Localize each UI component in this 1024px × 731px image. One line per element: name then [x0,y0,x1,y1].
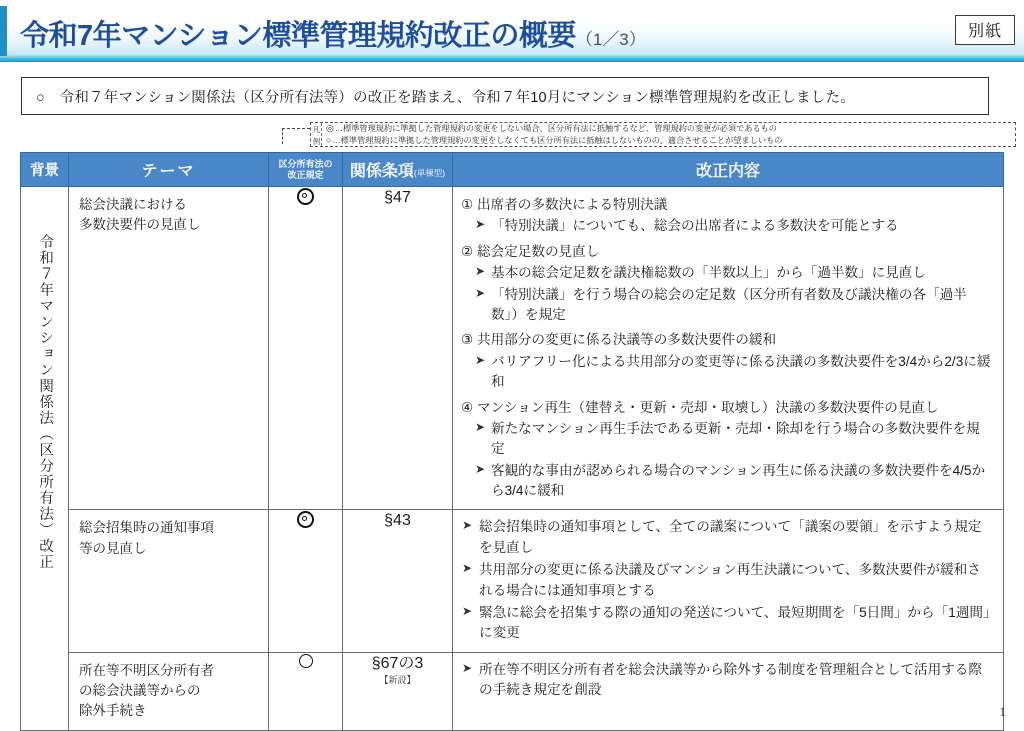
content-bullet-text: 総会招集時の通知事項として、全ての議案について「議案の要領」を示すよう規定を見直し [479,519,982,555]
content-bullet [461,352,993,393]
theme-3-line1: 所在等不明区分所有者 [79,662,214,678]
item-head-text: 出席者の多数決による特別決議 [477,197,668,212]
double-circle-icon: ◎ [326,123,334,134]
column-header-background: 背景 [21,153,69,187]
table-body [21,187,1004,731]
content-bullet [461,216,993,236]
legend-label [311,123,322,146]
legend-label-char-2: 例 [312,136,321,146]
column-header-theme: テーマ [69,153,269,187]
page-title-main: 令和7年マンション標準管理規約改正の概要 [20,20,576,52]
theme-2-line2: 等の見直し [79,540,147,556]
column-header-law-provision [269,153,343,187]
page-title-pagination: （1／3） [575,30,646,49]
item-marker: ③ [461,332,474,348]
content-item-head [461,330,993,350]
cell-theme-3 [69,652,269,730]
legend-label-char-1: 凡 [312,125,321,134]
cell-mark-2 [269,510,343,652]
cell-content-2 [453,510,1004,652]
legend-entry-required [326,123,1015,134]
cell-article-3 [343,652,453,730]
legend-callout-stem [282,128,284,144]
content-item [461,330,993,392]
content-bullet [461,603,993,644]
arrow-bullet-icon: ➤ [475,217,486,232]
item-marker: ② [461,243,474,259]
legend-callout-line [282,128,310,130]
content-item-head [461,195,993,215]
arrow-bullet-icon: ➤ [462,561,473,576]
content-item [461,398,993,502]
single-circle-icon [299,654,313,668]
article-3-note: 【新設】 [379,674,416,685]
column-header-law-provision-line1: 区分所有法の [278,158,333,169]
item-marker: ① [461,197,474,212]
cell-mark-3 [269,652,343,730]
content-bullet [461,560,993,601]
arrow-bullet-icon: ➤ [462,660,473,675]
content-bullet-text: 緊急に総会を招集する際の通知の発送について、最短期間を「5日間」から「1週間」に変更 [479,605,990,641]
table-header [21,153,1004,187]
legend-entries [322,123,1015,146]
background-vertical-text: 令和７年マンション関係法（区分所有法）改正 [37,234,54,570]
content-bullet-text: 共用部分の変更に係る決議及びマンション再生決議について、多数決要件が緩和される場合には通知事項とする [479,562,981,598]
column-header-article-note: (単棟型) [413,168,446,178]
content-bullet [461,517,993,558]
content-bullet-text: 所在等不明区分所有者を総会決議等から除外する制度を管理組合として活用する際の手続き規定を創設 [479,661,982,698]
lead-statement-box [21,77,989,115]
arrow-bullet-icon: ➤ [475,264,486,279]
theme-1-line1: 総会決議における [79,197,187,212]
content-item [461,242,993,326]
content-bullet [461,285,993,326]
content-bullet-text: 客観的な事由が認められる場合のマンション再生に係る決議の多数決要件を4/5から3/4に緩和 [491,462,986,499]
arrow-bullet-icon: ➤ [462,518,473,533]
lead-statement-text: ○ 令和７年マンション関係法（区分所有法等）の改正を踏まえ、令和７年10月にマンション標準管理規約を改正しました。 [36,89,855,106]
column-header-article-text: 関係条項 [349,163,414,180]
item-head-text: マンション再生（建替え・更新・売却・取壊し）決議の多数決要件の見直し [477,399,939,415]
content-bullet-text: 新たなマンション再生手法である更新・売却・除却を行う場合の多数決要件を規定 [491,420,980,457]
legend [282,123,1018,151]
arrow-bullet-icon: ➤ [475,461,486,476]
content-bullet [461,461,993,502]
column-header-content: 改正内容 [453,153,1004,187]
arrow-bullet-icon: ➤ [475,285,486,300]
content-item-head [461,242,993,262]
cell-content-1 [453,187,1004,510]
theme-2-line1: 総会招集時の通知事項 [79,520,214,536]
revision-summary-table [20,152,1004,731]
table-header-row [21,153,1004,187]
cell-content-3 [453,652,1004,730]
table-row [21,510,1004,652]
article-2-text: §43 [384,512,411,530]
page-title [20,13,646,54]
arrow-bullet-icon: ➤ [475,419,486,434]
content-item-head [461,398,993,418]
table-row [21,187,1004,510]
cell-theme-1 [69,187,269,510]
double-circle-icon [297,188,314,205]
article-3-text: §67の3 [371,654,424,672]
content-bullet-text: 「特別決議」を行う場合の総会の定足数（区分所有者数及び議決権の各「過半数」）を規定 [491,286,967,322]
content-bullet-text: バリアフリー化による共用部分の変更等に係る決議の多数決要件を3/4から2/3に緩和 [491,353,991,390]
legend-entry-recommended [326,135,1015,146]
content-bullet [461,263,993,283]
item-marker: ④ [461,399,474,415]
cell-theme-2 [69,510,269,652]
attachment-badge: 別紙 [955,15,1015,45]
column-header-article [343,153,453,187]
legend-entry-recommended-text: …標準管理規約に準拠した管理規約の変更をしなくても区分所有法に抵触はしないものの、適合させることが望ましいもの [332,135,783,145]
content-bullet-text: 基本の総会定足数を議決権総数の「半数以上」から「過半数」に見直し [491,265,926,281]
single-circle-icon: ○ [326,134,332,145]
theme-3-line2: の総会決議等からの [79,683,201,699]
double-circle-icon [297,511,314,528]
content-bullet [461,660,993,701]
theme-3-line3: 除外手続き [79,703,147,719]
legend-box [310,122,1016,147]
page-number: 1 [999,704,1006,719]
article-1-text: §47 [384,189,411,206]
legend-entry-required-text: …標準管理規約に準拠した管理規約の変更をしない場合、区分所有法に抵触するなど、管理規約の変更が必須であるもの [334,124,777,134]
arrow-bullet-icon: ➤ [475,352,486,367]
title-accent-bar [0,6,7,56]
arrow-bullet-icon: ➤ [462,604,473,619]
cell-article-1 [343,187,453,510]
item-head-text: 総会定足数の見直し [477,243,600,259]
content-item [461,195,993,237]
cell-mark-1 [269,187,343,510]
theme-1-line2: 多数決要件の見直し [79,217,201,233]
cell-article-2 [343,510,453,652]
item-head-text: 共用部分の変更に係る決議等の多数決要件の緩和 [477,332,777,348]
content-bullet [461,419,993,460]
column-header-law-provision-line2: 改正規定 [287,169,324,180]
content-bullet-text: 「特別決議」についても、総会の出席者による多数決を可能とする [491,218,899,234]
table-row [21,652,1004,730]
cell-background-vertical [21,187,69,731]
